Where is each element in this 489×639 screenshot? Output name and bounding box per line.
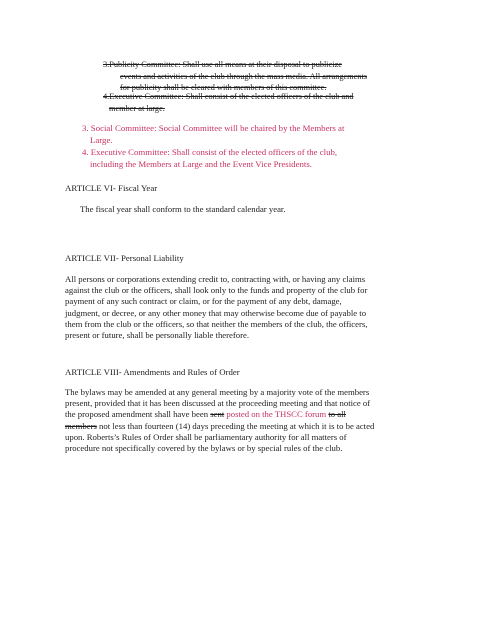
added-text-line: including the Members at Large and the Event Vice Presidents. [90, 158, 312, 169]
deleted-text-line: member at large. [109, 103, 165, 113]
struck-word: members [65, 420, 97, 431]
added-executive-committee [82, 147, 402, 170]
deleted-text-line: 4.Executive Committee: Shall consist of the elected officers of the club and [103, 92, 354, 101]
paragraph-line: The fiscal year shall conform to the standard calendar year. [80, 204, 286, 214]
article-8-heading: ARTICLE VIII- Amendments and Rules of Order [65, 367, 240, 377]
article-7-heading: ARTICLE VII- Personal Liability [65, 253, 184, 263]
paragraph-line [65, 421, 435, 432]
paragraph-line: procedure not specifically covered by the bylaws or by special rules of the club. [65, 443, 343, 454]
article-6-heading: ARTICLE VI- Fiscal Year [65, 183, 158, 193]
paragraph-line: judgment, or decree, or any other money that may otherwise become due of payable to [65, 307, 367, 318]
deleted-text-line: events and activities of the club through the mass media. All arrangements [120, 71, 367, 81]
struck-word: sent [210, 409, 225, 420]
article-6-text [80, 204, 450, 215]
paragraph-line: payment of any such contract or claim, or for the payment of any debt, damage, [65, 296, 342, 307]
paragraph-line: them from the club or the officers, so that neither the members of the club, the officers, [65, 318, 368, 329]
paragraph-line: The bylaws may be amended at any general meeting by a majority vote of the members [65, 387, 370, 397]
added-text-line: 4. Executive Committee: Shall consist of the elected officers of the club, [82, 147, 338, 157]
deleted-executive-committee [103, 91, 373, 114]
inserted-text: posted on the THSCC forum [224, 409, 329, 420]
added-text-line: Large. [90, 134, 113, 145]
struck-word: to all [328, 409, 346, 420]
added-social-committee [82, 123, 402, 146]
deleted-text-line: 3.Publicity Committee: Shall use all means at their disposal to publicize [103, 60, 342, 69]
deleted-publicity-committee [103, 59, 373, 94]
paragraph-line: present or future, shall be personally liable therefore. [65, 330, 250, 341]
article-7-text [65, 274, 435, 341]
paragraph-line: All persons or corporations extending credit to, contracting with, or having any claims [65, 274, 366, 284]
paragraph-line: upon. Roberts’s Rules of Order shall be parliamentary authority for all matters of [65, 431, 347, 442]
added-text-line: 3. Social Committee: Social Committee will be chaired by the Members at [82, 123, 345, 133]
paragraph-line: present, provided that it has been discussed at the proceeding meeting and that notice of [65, 398, 371, 409]
paragraph-fragment: the proposed amendment shall have been [65, 409, 211, 420]
paragraph-line [65, 409, 435, 420]
article-8-text [65, 387, 435, 454]
paragraph-fragment: not less than fourteen (14) days preceding the meeting at which it is to be acted [96, 420, 375, 431]
paragraph-line: against the club or the officers, shall look only to the funds and property of the club for [65, 285, 368, 296]
deleted-text-line: for publicity shall be cleared with members of this committee. [120, 83, 327, 92]
